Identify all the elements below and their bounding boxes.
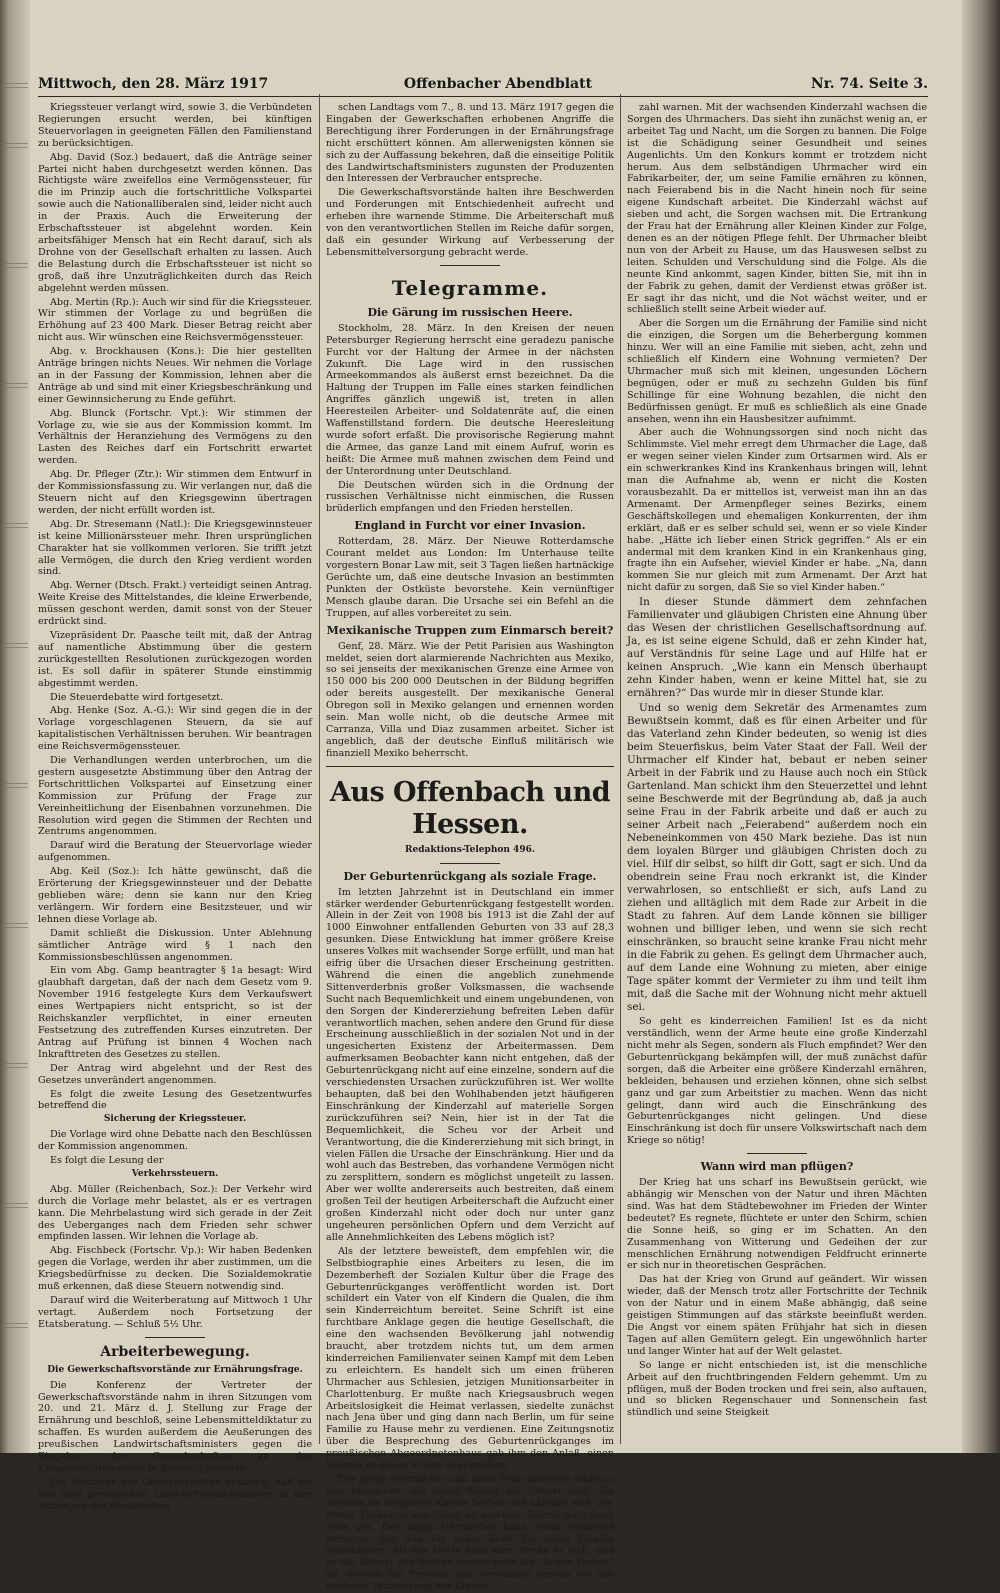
article-paragraph: Die Konferenz der Vertreter der Gewerkschaftsvorstände nahm in ihren Sitzungen vom 20. und 21. März d. J. Stellung zur Frage der Ernährung und beschloß, seine Lebensmitteldiktatur zu schaffen. Es wurden außerdem die Aeußerungen des preußischen Landwirtschaftsministers gegen die Eingaben der Gewerkschaften an das Kriegsernährungsamt in Betracht gezogen. bbox=[38, 1379, 312, 1474]
article-paragraph: So geht es kinderreichen Familien! Ist es da nicht verständlich, wenn der Arme heute eine große Kinderzahl nicht mehr als Segen, sondern als Fluch empfindet? Wer den Geburtenrückgang bekämpfen will, der muß zunächst dafür sorgen, daß die Arbeiter eine größere Kinderzahl ernähren, bekleiden, behausen und erziehen können, ohne sich selbst ganz und gar zum Arbeitstier zu machen. Wenn das nicht gelingt, dann wird auch die Einschränkung des Geburtenrückganges nicht gelingen. Und diese Einschränkung ist doch für unsere Volkswirtschaft nach dem Kriege so nötig! bbox=[627, 1016, 927, 1147]
article-paragraph: Abg. Henke (Soz. A.-G.): Wir sind gegen die in der Vorlage vorgeschlagenen Steuern, da sie auf kapitalistischen Verhältnissen beruhen. Wir beantragen eine Reichsvermögenssteuer. bbox=[38, 705, 312, 753]
subheading-england: England in Furcht vor einer Invasion. bbox=[354, 519, 586, 533]
divider bbox=[326, 766, 614, 767]
section-heading-offenbach: Aus Offenbach und Hessen. bbox=[329, 776, 611, 840]
article-paragraph: Abg. Dr. Stresemann (Natl.): Die Kriegsgewinnsteuer ist keine Millionärssteuer mehr. Ihren ursprünglichen Charakter hat sie vollkommen verloren. Sie trifft jetzt alle Vermögen, die durch den Krieg verdient worden sind. bbox=[38, 518, 312, 578]
article-paragraph: Abg. David (Soz.) bedauert, daß die Anträge seiner Partei nicht haben durchgesetzt werden können. Das Richtigste wäre zweifellos eine Vermögenssteuer, für die im Prinzip auch die fortschrittliche Volkspartei sowie auch die Nationalliberalen sind, leider nicht auch in der Praxis. Auch die Erweiterung der Erbschaftssteuer ist abgelehnt worden. Kein arbeitsfähiger Mensch hat ein Recht darauf, sich als Drohne von der Gesellschaft erhalten zu lassen. Auch die Belastung durch die Erbschaftssteuer ist nicht so groß, daß ihre Unzuträglichkeiten durch das Reich abgelehnt werden müssen. bbox=[38, 151, 312, 294]
article-paragraph: Der Antrag wird abgelehnt und der Rest des Gesetzes unverändert angenommen. bbox=[38, 1062, 312, 1086]
article-paragraph: Damit schließt die Diskussion. Unter Ablehnung sämtlicher Anträge wird § 1 nach den Kommissionsbeschlüssen angenommen. bbox=[38, 927, 312, 963]
header-date: Mittwoch, den 28. März 1917 bbox=[38, 76, 269, 92]
subheading-gaerung: Die Gärung im russischen Heere. bbox=[367, 305, 573, 319]
article-paragraph: Kriegssteuer verlangt wird, sowie 3. die Verbündeten Regierungen ersucht werden, bei künftigen Steuervorlagen in geeigneten Fällen den Familienstand zu berücksichtigen. bbox=[38, 102, 312, 149]
page-sheet bbox=[30, 60, 962, 1593]
divider bbox=[440, 863, 500, 864]
article-paragraph: Abg. Mertin (Rp.): Auch wir sind für die Kriegssteuer. Wir stimmen der Vorlage zu und begrüßen die Erhöhung auf 23 400 Mark. Dieser Betrag reicht aber nicht aus. Wir wünschen eine Reichsvermögenssteuer. bbox=[38, 296, 312, 344]
article-paragraph: Abg. Müller (Reichenbach, Soz.): Der Verkehr wird durch die Vorlage mehr belastet, als er es vertragen kann. Die Mehrbelastung wird sich gerade in der Zeit des Ueberganges nach dem Frieden sehr schwer empfinden lassen. Wir lehnen die Vorlage ab. bbox=[38, 1183, 312, 1243]
section-heading-telegramme: Telegramme. bbox=[391, 275, 549, 300]
article-paragraph: Als der letztere beweisteft, dem empfehlen wir, die Selbstbiographie eines Arbeiters zu lesen, die im Dezemberheft der Sozialen Kultur über die Frage des Geburtenrückganges veröffentlicht worden ist. Dort schildert ein Vater von elf Kindern die Qualen, die ihm sein Kinderreichtum bereitet. Seine Schrift ist eine furchtbare Anklage gegen die heutige Gesellschaft, die eine den wachsenden Bevölkerung jahl notwendig braucht, aber trotzdem nichts tut, um dem armen kinderreichen Familienvater seinen Kampf mit dem Leben zu erleichtern. Es handelt sich um einen früheren Uhrmacher aus Schlesien, jetzigen Munitionsarbeiter in Charlottenburg. Er mußte nach Kriegsausbruch wegen Arbeitslosigkeit die Heimat verlassen, siedelte zunächst nach Jena über und ging dann nach Berlin, um für seine Familie zu Hause mehr zu verdienen. Eine Zeitungsnotiz über die Besprechung des Geburtenrückganges im preußischen Abgeordnetenhaus gab ihm den Anlaß, einen Beitrag zu dieser Frage zu schreiben. bbox=[326, 1245, 614, 1472]
article-paragraph: Abg. Dr. Pfleger (Ztr.): Wir stimmen dem Entwurf in der Kommissionsfassung zu. Wir verlangen nur, daß die Steuern nicht auf den Kriegsgewinn übertragen werden, der nicht erfüllt worden ist. bbox=[38, 469, 312, 516]
subheading-verkehr: Verkehrssteuern. bbox=[131, 1168, 219, 1179]
subheading-sicherung: Sicherung der Kriegssteuer. bbox=[103, 1114, 247, 1125]
article-paragraph: Der Krieg hat uns scharf ins Bewußtsein gerückt, wie abhängig wir Menschen von der Natur und ihren Mächten sind. Was hat dem Städtebewohner im Frieden der Winter bedeutet? Es regnete, flüchtete er unter den Schirm, schien die Sonne heiß, so ging er im Schatten. An den Zusammenhang von Witterung und Gedeihen der zur menschlichen Ernährung notwendigen Feldfrucht erinnerte er sich nur in theoretischen Gesprächen. bbox=[627, 1177, 927, 1272]
article-paragraph: Die Vertreter der Gewerkschaften erklären, daß sie von dem preußischen Landwirtschaftsminister in den Sitzungen des Preußischen bbox=[38, 1476, 312, 1512]
article-paragraph: Und so wenig dem Sekretär des Armenamtes zum Bewußtsein kommt, daß es für einen Arbeiter und für das Vaterland zehn Kinder bedeuten, so wenig ist dies beim Steuerfiskus, beim Vater Staat der Fall. Weil der Uhrmacher elf Kinder hat, bebaut er neben seiner Arbeit in der Fabrik und zu Hause auch noch ein Stück Gartenland. Man schickt ihm den Steuerzettel und lehnt seine Beschwerde mit der Begründung ab, daß ja auch seine Frau in der Fabrik arbeite und daß er auch zu seiner Arbeit nach „Feierabend“ außerdem noch ein Nebeneinkommen von 450 Mark beziehe. Das ist nun dem loyalen Bürger und gläubigen Christen doch zu viel. Hilf dir selbst, so hilft dir Gott, sagt er sich. Und da obendrein seine Frau noch erkrankt ist, die Kinder verwahrlosen, so entschließt er sich, aufs Land zu ziehen und alltäglich mit dem Rade zur Arbeit in die Stadt zu fahren. Auf dem Lande können sie billiger wohnen und billiger leben, und wenn sie sich recht einschränken, so braucht seine kranke Frau nicht mehr in die Fabrik zu gehen. Es gelingt dem Uhrmacher auch, auf dem Lande eine Wohnung zu mieten, aber einige Tage später kommt der Vermieter zu ihm und teilt ihm mit, daß die Sache mit der Wohnung nicht mehr aktuell sei. bbox=[627, 702, 927, 1014]
article-paragraph: Aber die Sorgen um die Ernährung der Familie sind nicht die einzigen, die Sorgen um die Beherbergung kommen hinzu. Wer will an eine Familie mit sieben, acht, zehn und schließlich elf Kindern eine Wohnung vermieten? Der Uhrmacher muß sich mit kleinen, ungesunden Löchern begnügen, oder er muß zu sechzehn Gulden bis fünf Schillinge für eine Wohnung bezahlen, die nicht den Bedürfnissen genügt. Er muß es schließlich als eine Gnade ansehen, wenn ihn ein Hausbesitzer aufnimmt. bbox=[627, 318, 927, 425]
column-separator bbox=[620, 94, 621, 1444]
header-number: Nr. 74. Seite 3. bbox=[810, 76, 928, 92]
binding-shadow bbox=[962, 0, 1000, 1453]
article-paragraph: Es folgt die zweite Lesung des Gesetzentwurfes betreffend die bbox=[38, 1088, 312, 1112]
column-2 bbox=[326, 102, 614, 1593]
article-paragraph: So lange er nicht entschieden ist, ist die menschliche Arbeit auf den fruchtbringenden Feldern gehemmt. Um zu pflügen, muß der Boden trocken und frei sein, also auftauen, und so blicken Regenschauer und Sonnenschein fast stündlich und seine Steigkeit bbox=[627, 1359, 927, 1419]
article-paragraph: Abg. Fischbeck (Fortschr. Vp.): Wir haben Bedenken gegen die Vorlage, werden ihr aber zustimmen, um die Kriegsbedürfnisse zu decken. Die Sozialdemokratie muß erkennen, daß diese Steuern notwendig sind. bbox=[38, 1245, 312, 1293]
article-paragraph: Im letzten Jahrzehnt ist in Deutschland ein immer stärker werdender Geburtenrückgang festgestellt worden. Allein in der Zeit von 1908 bis 1913 ist die Zahl der auf 1000 Einwohner entfallenden Geburten von 33 auf 28,3 gesunken. Diese Entwicklung hat immer größere Kreise unseres Volkes mit wachsender Sorge erfüllt, und man hat eifrig über die Ursachen dieser Erscheinung gestritten. Während die einen die angeblich zunehmende Sittenverderbnis großer Volksmassen, die wachsende Sucht nach Bequemlichkeit und einem ungebundenen, von den Sorgen der Kindererziehung befreiten Leben dafür verantwortlich machen, sehen andere den Grund für diese Erscheinung ausschließlich in der sozialen Not und in der ungesicherten Existenz der Arbeitermassen. Dem aufmerksamen Beobachter kann nicht entgehen, daß der Geburtenrückgang nicht auf eine einzelne, sondern auf die verschiedensten Ursachen zurückzuführen ist. Wer wollte behaupten, daß bei den Wohlhabenden jetzt häufigeren Einschränkung der Kinderzahl auf materielle Sorgen zurückzuführen sei? Nein, hier ist in der Tat die Bequemlichkeit, die Scheu vor der Arbeit und Verantwortung, die die Kindererziehung mit sich bringt, in vielen Fällen die Ursache der Einschränkung. Hier und da wohl auch das Bestreben, das vorhandene Vermögen nicht zu zersplittern, sondern es möglichst ungeteilt zu lassen. Aber wer wollte andererseits auch bestreiten, daß einem großen Teil der heutigen Arbeiterschaft die Aufzucht einer großen Kinderzahl nicht oder doch nur unter ganz ungeheuren persönlichen Opfern und dem Verzicht auf alle Annehmlichkeiten des Lebens möglich ist? bbox=[326, 886, 614, 1243]
article-paragraph: Das hat der Krieg von Grund auf geändert. Wir wissen wieder, daß der Mensch trotz aller Fortschritte der Technik von der Natur und in einem Maße abhängig, daß seine geistigen Stimmungen auf das stärkste beeinflußt werden. Die Angst vor einem späten Frühjahr hat sich in diesen Tagen auf allen Gemütern gelegt. Ein ungewöhnlich harter und langer Winter hat auf der Welt gelastet. bbox=[627, 1274, 927, 1357]
article-paragraph: Die Gewerkschaftsvorstände halten ihre Beschwerden und Forderungen mit Entschiedenheit aufrecht und erheben ihre warnende Stimme. Die Arbeiterschaft muß von den verantwortlichen Stellen im Reiche dafür sorgen, daß ein gesunder Wirkung auf Verbesserung der Lebensmittelversorgung gebracht werde. bbox=[326, 187, 614, 258]
article-paragraph: schen Landtags vom 7., 8. und 13. März 1917 gegen die Eingaben der Gewerkschaften erhobenen Angriffe die Berechtigung ihrer Forderungen in der Ernährungsfrage nicht erschüttert können. Am allerwenigsten können sie sich zu der Auffassung bekehren, daß die einseitige Politik des Landwirtschaftsministers zugunsten der Produzenten den Interessen der Verbraucher entspreche. bbox=[326, 102, 614, 185]
article-paragraph: Rotterdam, 28. März. Der Nieuwe Rotterdamsche Courant meldet aus London: Im Unterhause teilte vorgestern Bonar Law mit, seit 3 Tagen ließen hartnäckige Gerüchte um, daß eine deutsche Invasion an bestimmten Punkten der Ostküste bevorstehe. Kein vernünftiger Mensch glaube daran. Die Ursache sei ein Befehl an die Truppen, auf alles vorbereitet zu sein. bbox=[326, 536, 614, 619]
subheading-gewerkschaft: Die Gewerkschaftsvorstände zur Ernährungsfrage. bbox=[47, 1364, 303, 1375]
article-paragraph: zahl warnen. Mit der wachsenden Kinderzahl wachsen die Sorgen des Uhrmachers. Das sieht ihn zunächst wenig an, er arbeitet Tag und Nacht, um die Sorgen zu bannen. Die Folge ist die Schädigung seiner Gesundheit und seines Augenlichts. Um den Konkurs kommt er trotzdem nicht herum. Aus dem selbständigen Uhrmacher wird ein Fabrikarbeiter, der, um seine Familie ernähren zu können, nach Feierabend bis in die Nacht hinein noch für seine eigene Kundschaft arbeitet. Die Kinderzahl wächst auf sieben und acht, die Sorgen wachsen mit. Die Ertrankung der Frau hat der Ernährung aller Kleinen Kinder zur Folge, denen es an der nötigen Pflege fehlt. Der Uhrmacher bleibt nun von der Arbeit zu Hause, um das Hauswesen selbst zu leiten. Schulden und Verschuldung sind die Folge. Als die neunte Kind ankommt, sagen Kinder, bitten Sie, mit ihn in der Fabrik zu gehen, damit der Verdienst etwas größer ist. Er sagt ihr das nicht, und die Not wächst weiter, und er schließlich stellt seine Arbeit wieder auf. bbox=[627, 102, 927, 316]
article-paragraph: Abg. v. Brockhausen (Kons.): Die hier gestellten Anträge bringen nichts Neues. Wir nehmen die Vorlage an in der Fassung der Kommission, lehnen aber die Anträge ab und sind mit einer Kriegsbeschränkung und einer Gewinnsicherung zu Ende geführt. bbox=[38, 346, 312, 405]
redaktion-telephon: Redaktions-Telephon 496. bbox=[405, 844, 535, 855]
column-3 bbox=[627, 102, 927, 1452]
article-paragraph: In dieser Stunde dämmert dem zehnfachen Familienvater und gläubigen Christen eine Ahnung über das Wesen der christlichen Gesellschaftsordnung auf. Ja, es ist seine eigene Schuld, daß er zehn Kinder hat, auf Verständnis für seine Lage und auf Hilfe hat er keinen Anspruch. „Wie kann ein Mensch überhaupt zehn Kinder haben, wenn er keine Mittel hat, sie zu ernähren?“ Das wurde mir in dieser Stunde klar. bbox=[627, 596, 927, 700]
subheading-pfluegen: Wann wird man pflügen? bbox=[700, 1160, 854, 1174]
article-paragraph: Ein vom Abg. Gamp beantragter § 1a besagt: Wird glaubhaft dargetan, daß der nach dem Gesetz vom 9. November 1916 festgelegte Kurs dem Verkaufswert eines Wertpapiers nicht entspricht, so ist der Reichskanzler verpflichtet, in einer erneuten Festsetzung des zutreffenden Kurses einzutreten. Der Antrag auf Prüfung ist binnen 4 Wochen nach Inkrafttreten des Gesetzes zu stellen. bbox=[38, 965, 312, 1060]
article-paragraph: Darauf wird die Weiterberatung auf Mittwoch 1 Uhr vertagt. Außerdem noch Fortsetzung der Etatsberatung. — Schluß 5½ Uhr. bbox=[38, 1295, 312, 1330]
column-1 bbox=[38, 102, 312, 1512]
section-heading-arbeiterbewegung: Arbeiterbewegung. bbox=[100, 1343, 250, 1360]
subheading-mexiko: Mexikanische Truppen zum Einmarsch bereit? bbox=[326, 623, 614, 637]
page-header bbox=[38, 74, 928, 96]
article-paragraph: Die Verhandlungen werden unterbrochen, um die gestern ausgesetzte Abstimmung über den Antrag der Fortschrittlichen Volkspartei auf Einsetzung einer Kommission zur Prüfung der Frage zur Vereinheitlichung der Eisenbahnen vorzunehmen. Die Resolution wird gegen die Stimmen der Rechten und Zentrums angenommen. bbox=[38, 755, 312, 838]
divider bbox=[145, 1337, 205, 1338]
previous-page-edge bbox=[0, 0, 30, 1453]
article-paragraph: Genf, 28. März. Wie der Petit Parisien aus Washington meldet, seien dort alarmierende Nachrichten aus Mexiko, so sei jenseits der mexikanischen Grenze eine Armee von 150 000 bis 200 000 Deutschen in der Bildung begriffen oder bereits ausgestellt. Der mexikanische General Obregon soll in Mexiko gelangen und ernennen worden sein. Man wolle nicht, ob die deutsche Armee mit Carranza, Villa und Diaz zusammen arbeitet. Sicher ist angeblich, daß der deutsche Einfluß militärisch wie finanziell Mexiko beherrscht. bbox=[326, 640, 614, 759]
article-paragraph: Stockholm, 28. März. In den Kreisen der neuen Petersburger Regierung herrscht eine geradezu panische Furcht vor der Haltung der Armee in der nächsten Zukunft. Die Lage wird in den russischen Armeekommandos als äußerst ernst bezeichnet. Da die Haltung der Truppen im Falle eines starken feindlichen Angriffes gänzlich ungewiß ist, treten in allen Heeresteilen Arbeiter- und Soldatenräte auf, die einen Waffenstillstand fordern. Die deutsche Heeresleitung wurde sofort erfaßt. Die provisorische Regierung mahnt die Armee, das ganze Land mit einem Aufruf, worin es heißt: Die Armee muß mahnen zwischen dem Feind und der Unterordnung unter Deutschland. bbox=[326, 322, 614, 477]
article-paragraph: Vizepräsident Dr. Paasche teilt mit, daß der Antrag auf namentliche Abstimmung über die gestern zurückgestellten Resolutionen zurückgezogen worden ist. Es soll dafür in späterer Stunde einstimmig abgestimmt werden. bbox=[38, 629, 312, 689]
article-paragraph: Es folgt die Lesung der bbox=[50, 1155, 164, 1167]
header-title: Offenbacher Abendblatt bbox=[403, 76, 593, 92]
article-paragraph: Abg. Werner (Dtsch. Frakt.) verteidigt seinen Antrag. Weite Kreise des Mittelstandes, die kleine Erwerbende, müssen geschont werden, damit sonst von der Steuer erdrückt sind. bbox=[38, 580, 312, 628]
article-paragraph: Abg. Keil (Soz.): Ich hätte gewünscht, daß die Erörterung der Kriegsgewinnsteuer und der Debatte geblieben wäre; denn sie kann nur den Krieg verlängern. Wir fordern eine Besitzsteuer, und wir lehnen diese Vorlage ab. bbox=[38, 866, 312, 925]
article-paragraph: Die Vorlage wird ohne Debatte nach den Beschlüssen der Kommission angenommen. bbox=[38, 1129, 312, 1153]
article-paragraph: Darauf wird die Beratung der Steuervorlage wieder aufgenommen. bbox=[38, 840, 312, 864]
header-rule bbox=[38, 96, 928, 97]
subheading-geburtenrueckgang: Der Geburtenrückgang als soziale Frage. bbox=[343, 869, 597, 883]
article-paragraph: Die Deutschen würden sich in die Ordnung der russischen Verhältnisse nicht einmischen, die Russen brüderlich empfangen und den Frieden herstellen. bbox=[326, 479, 614, 515]
divider bbox=[747, 1153, 807, 1154]
article-paragraph: Abg. Blunck (Fortschr. Vpt.): Wir stimmen der Vorlage zu, wie sie aus der Kommission kommt. Im Verhältnis der Heranziehung des Vermögens zu den Lasten des Reiches darf ein Fortschritt erwartet werden. bbox=[38, 407, 312, 467]
column-separator bbox=[319, 94, 320, 1444]
divider bbox=[440, 265, 500, 266]
article-paragraph: Der junge Uhrmacher und seine Frau gehörten nicht zu den Menschen, die leicht Kinder ein Grenzt sind. Sie sehnten im Gegenteil Kinder herbei und nahmen sich vor, etwas Tüchtiges aus ihnen zu machen. Zuerst ging auch alles gut. Der junge Uhrmacher kann einen Verdienst erringen, der ihm für seine Kraft für seine Familie aufschießen. Als das vierte Kind kam, freute er sich, und er die Geburt des fünften immer noch als „Segen Gottes“ an, obwohl ihn Freunde und Verwandte bereits vor der weiteren Vermehrung der Kinder bbox=[326, 1474, 614, 1593]
article-paragraph: Die Steuerdebatte wird fortgesetzt. bbox=[50, 691, 224, 703]
article-paragraph: Aber auch die Wohnungssorgen sind noch nicht das Schlimmste. Viel mehr erregt dem Uhrmacher die Lage, daß er wegen seiner vielen Kinder zum Ortsarmen wird. Als er ein schwerkrankes Kind ins Krankenhaus bringen will, lehnt man die Aufnahme ab, wenn er nicht die Kosten vorausbezahlt. Da er mittellos ist, verweist man ihn an das Armenamt. Der Armenpfleger seines Bezirks, einem Geschäftskollegen und ehemaligen Konkurrenten, der ihm erklärt, daß er es selber schuld sei, wenn er so viele Kinder habe. „Hätte ich lieber einen Strick gegriffen.“ Als er ein andermal mit dem kranken Kind in ein Krankenhaus ging, fragte ihn ein Aufseher, wieviel Kinder er habe. „Na, dann kommen Sie nur gleich mit zum Armenamt. Der Arzt hat nicht dafür zu sorgen, daß Sie so viel Kinder haben.“ bbox=[627, 427, 927, 594]
